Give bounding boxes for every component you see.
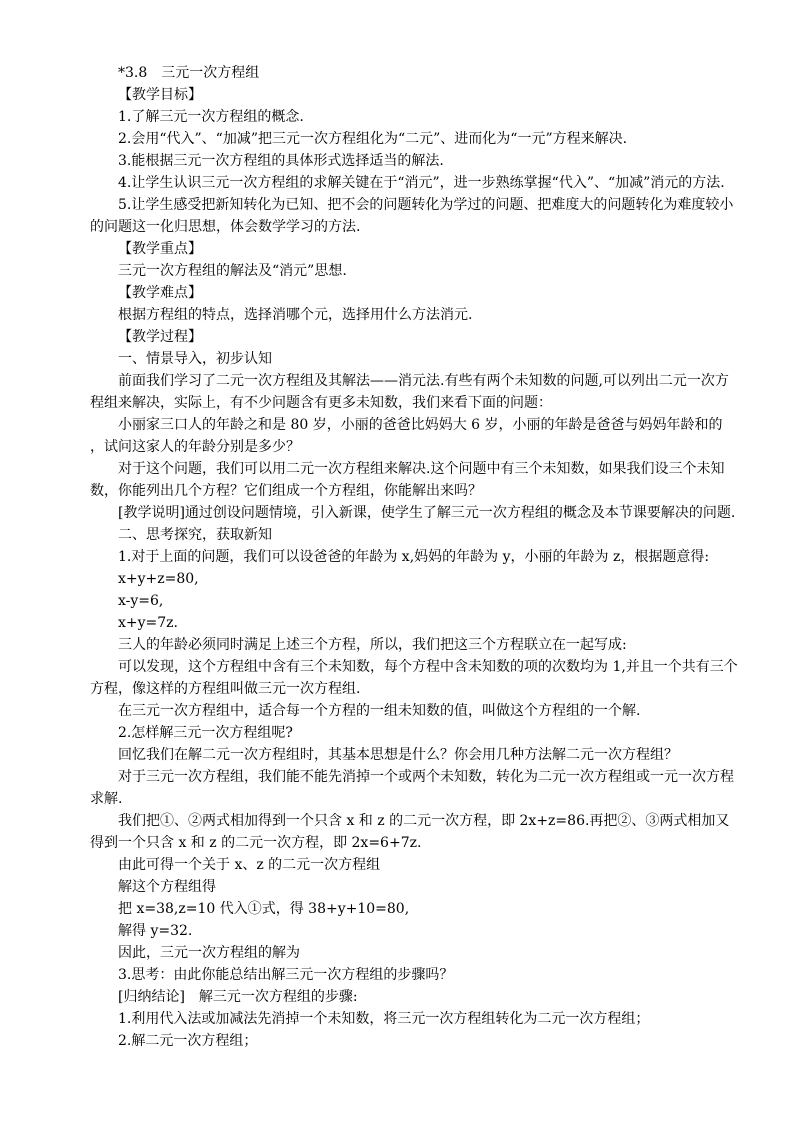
elimination-paragraph: 对于三元一次方程组，我们能不能先消掉一个或两个未知数，转化为二元一次方程组或一元一次方程求解. bbox=[90, 769, 734, 807]
intro-paragraph: 前面我们学习了二元一次方程组及其解法——消元法.有些有两个未知数的问题,可以列出二元一次方程组来解决，实际上，有不少问题含有更多未知数，我们来看下面的问题： bbox=[90, 373, 729, 411]
document-lines bbox=[90, 84, 740, 1052]
therefore-line: 因此，三元一次方程组的解为 bbox=[118, 945, 300, 961]
conclusion-step-2: 2.解二元一次方程组； bbox=[118, 1033, 258, 1049]
substitute-line: 把 x=38,z=10 代入①式，得 38+y+10=80, bbox=[118, 901, 410, 917]
step-2-paragraph: 2.怎样解三元一次方程组呢? bbox=[118, 725, 293, 741]
teaching-note: [教学说明]通过创设问题情境，引入新课，使学生了解三元一次方程组的概念及本节课要解决的问题. bbox=[118, 505, 736, 521]
heading-process: 【教学过程】 bbox=[118, 329, 202, 345]
heading-key-points: 【教学重点】 bbox=[118, 241, 202, 257]
system-paragraph: 三人的年龄必须同时满足上述三个方程，所以，我们把这三个方程联立在一起写成: bbox=[118, 637, 627, 653]
solution-definition: 在三元一次方程组中，适合每一个方程的一组未知数的值，叫做这个方程组的一个解. bbox=[118, 703, 641, 719]
heading-difficulties: 【教学难点】 bbox=[118, 285, 202, 301]
step-1-paragraph: 1.对于上面的问题，我们可以设爸爸的年龄为 x,妈妈的年龄为 y，小丽的年龄为 z，根据题意得: bbox=[118, 549, 710, 565]
conclusion-heading: [归纳结论] 解三元一次方程组的步骤: bbox=[118, 989, 358, 1005]
derivation-paragraph: 我们把①、②两式相加得到一个只含 x 和 z 的二元一次方程，即 2x+z=86.再把②、③两式相加又得到一个只含 x 和 z 的二元一次方程，即 2x=6+7z. bbox=[90, 813, 730, 851]
solve-system: 解这个方程组得 bbox=[118, 879, 216, 895]
derived-system: 由此可得一个关于 x、z 的二元一次方程组 bbox=[118, 857, 381, 873]
conclusion-step-1: 1.利用代入法或加减法先消掉一个未知数，将三元一次方程组转化为二元一次方程组； bbox=[118, 1011, 650, 1027]
equation-2: x-y=6, bbox=[118, 593, 164, 609]
objective-1: 1.了解三元一次方程组的概念. bbox=[118, 109, 304, 125]
objective-4: 4.让学生认识三元一次方程组的求解关键在于“消元”，进一步熟练掌握“代入”、“加减”消元的方法. bbox=[118, 175, 725, 191]
problem-paragraph: 小丽家三口人的年龄之和是 80 岁，小丽的爸爸比妈妈大 6 岁，小丽的年龄是爸爸与妈妈年龄和的 ，试问这家人的年龄分别是多少？ bbox=[90, 417, 723, 455]
section-title: *3.8 三元一次方程组 bbox=[118, 65, 260, 81]
section-2-heading: 二、思考探究，获取新知 bbox=[118, 527, 272, 543]
equation-3: x+y=7z. bbox=[118, 615, 178, 631]
difficulty-text: 根据方程组的特点，选择消哪个元，选择用什么方法消元. bbox=[118, 307, 473, 323]
objective-3: 3.能根据三元一次方程组的具体形式选择适当的解法. bbox=[118, 153, 444, 169]
question-paragraph: 对于这个问题，我们可以用二元一次方程组来解决.这个问题中有三个未知数，如果我们设三个未知数，你能列出几个方程？它们组成一个方程组，你能解出来吗？ bbox=[90, 461, 725, 499]
equation-1: x+y+z=80, bbox=[118, 571, 199, 587]
objective-2: 2.会用“代入”、“加减”把三元一次方程组化为“二元”、进而化为“一元”方程来解决. bbox=[118, 131, 628, 147]
section-1-heading: 一、情景导入，初步认知 bbox=[118, 351, 272, 367]
definition-paragraph: 可以发现，这个方程组中含有三个未知数，每个方程中含未知数的项的次数均为 1,并且一个共有三个方程，像这样的方程组叫做三元一次方程组. bbox=[90, 659, 738, 697]
heading-objectives: 【教学目标】 bbox=[118, 87, 202, 103]
key-point-text: 三元一次方程组的解法及“消元”思想. bbox=[118, 263, 347, 279]
objective-5: 5.让学生感受把新知转化为已知、把不会的问题转化为学过的问题、把难度大的问题转化为难度较小的问题这一化归思想，体会数学学习的方法. bbox=[90, 197, 734, 235]
document-body bbox=[90, 62, 740, 1052]
recall-paragraph: 回忆我们在解二元一次方程组时，其基本思想是什么？你会用几种方法解二元一次方程组？ bbox=[118, 747, 678, 763]
solve-y-line: 解得 y=32. bbox=[118, 923, 193, 939]
step-3-paragraph: 3.思考：由此你能总结出解三元一次方程组的步骤吗？ bbox=[118, 967, 454, 983]
